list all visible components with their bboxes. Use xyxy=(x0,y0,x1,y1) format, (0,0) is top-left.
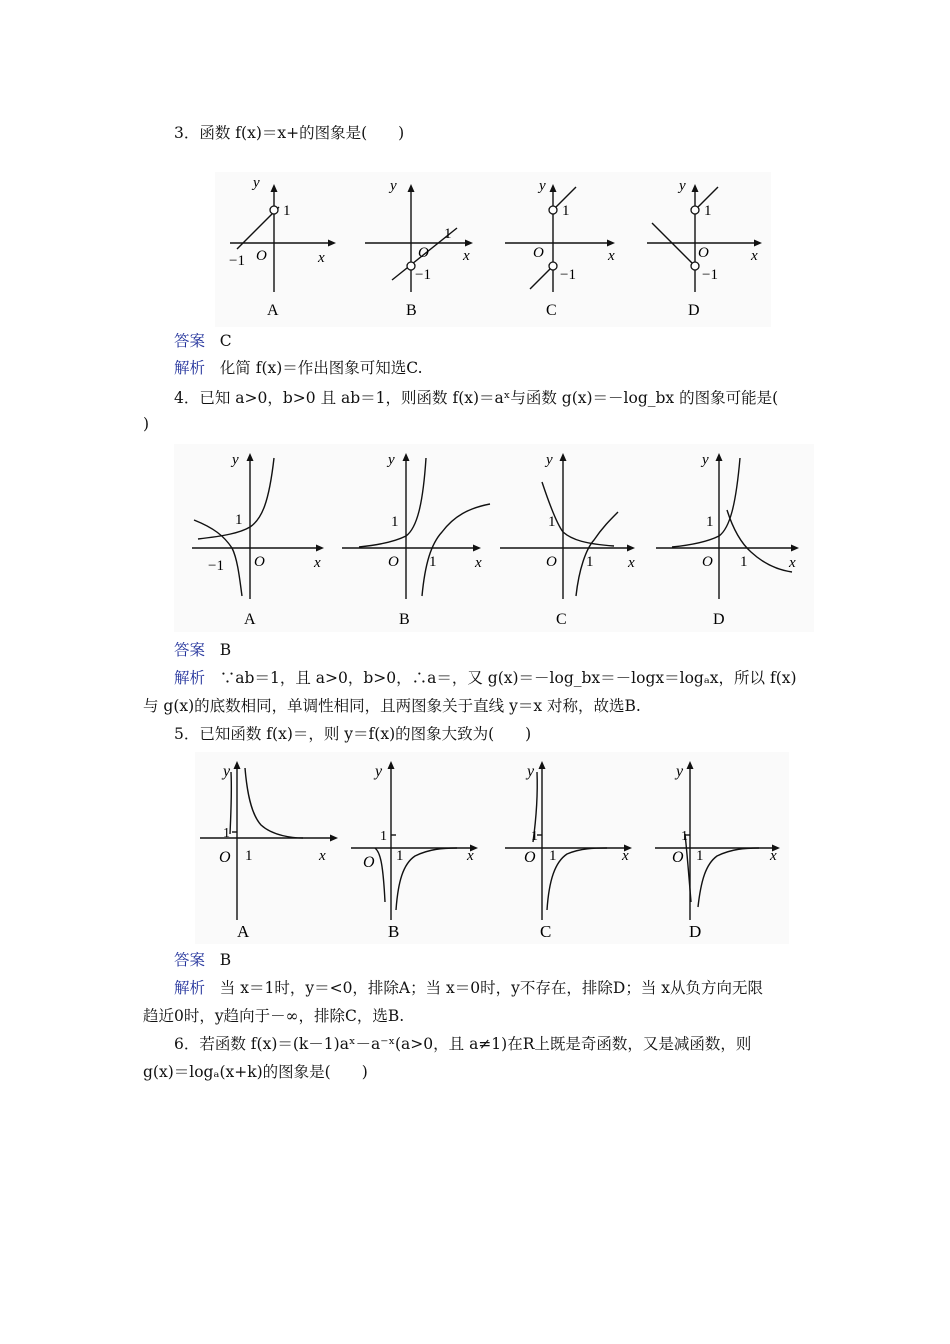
q5-graph-d xyxy=(655,761,780,941)
q3d-origin-label: O xyxy=(698,245,709,261)
q5c-one-y-label: 1 xyxy=(531,829,538,844)
q3-text: 3．函数 f(x)＝x+的图象是( ) xyxy=(174,124,405,142)
q4a-x-label: x xyxy=(314,555,321,571)
q5-analysis-label: 解析 xyxy=(174,979,206,997)
q5d-origin-label: O xyxy=(672,849,684,866)
q4-graph-a xyxy=(192,452,324,628)
q5d-y-label: y xyxy=(676,763,684,780)
q5c-y-label: y xyxy=(527,763,535,780)
q5-figure xyxy=(195,752,789,944)
q3c-one-label: 1 xyxy=(562,203,570,219)
q4-analysis-label: 解析 xyxy=(174,669,206,687)
q5b-origin-label: O xyxy=(363,854,375,871)
q5-graph-a xyxy=(200,761,338,941)
q4-analysis-line2: 与 g(x)的底数相同，单调性相同，且两图象关于直线 y＝x 对称，故选B. xyxy=(143,697,641,715)
q3c-origin-label: O xyxy=(533,245,544,261)
q5-option-d-label: D xyxy=(689,922,702,941)
q5c-x-label: x xyxy=(622,848,629,864)
q4c-one-label: 1 xyxy=(548,514,556,530)
q5-answer-line xyxy=(174,950,231,970)
q3-graph-a xyxy=(229,175,336,319)
q3-option-c-label: C xyxy=(546,302,557,319)
q5d-x-label: x xyxy=(770,848,777,864)
q4-graph-d xyxy=(656,452,799,628)
q3d-x-label: x xyxy=(751,248,758,264)
q3b-origin-label: O xyxy=(418,245,429,261)
q3d-negone-label: −1 xyxy=(702,267,718,283)
q4c-y-label: y xyxy=(546,452,553,468)
q3-analysis-text: 化简 f(x)＝作出图象可知选C. xyxy=(219,359,423,377)
q3b-y-label: y xyxy=(390,178,397,194)
q3a-one-label: 1 xyxy=(283,203,291,219)
q4-graph-c xyxy=(500,452,635,628)
q4-option-d-label: D xyxy=(713,611,725,628)
q3-analysis-line xyxy=(174,358,423,378)
q4-analysis-text1: ∵ab＝1，且 a>0，b>0，∴a＝，又 g(x)＝－log_bx＝－logx＝logₐx，所以 f(x) xyxy=(219,669,797,687)
q3-figure xyxy=(215,172,771,327)
q4d-one-label: 1 xyxy=(706,514,714,530)
q4c-x-label: x xyxy=(628,555,635,571)
q5-analysis-line2: 趋近0时，y趋向于－∞，排除C，选B. xyxy=(143,1007,405,1025)
q4-answer-label: 答案 xyxy=(174,641,206,659)
q5b-one-x-label: 1 xyxy=(396,848,404,864)
q3b-x-label: x xyxy=(463,248,470,264)
q4d-one-x-label: 1 xyxy=(740,554,748,570)
q5-option-b-label: B xyxy=(388,922,400,941)
q3a-y-label: y xyxy=(253,175,260,191)
q5a-origin-label: O xyxy=(219,849,231,866)
q5d-one-x-label: 1 xyxy=(696,848,704,864)
q3-graph-c xyxy=(505,178,615,319)
q4-option-c-label: C xyxy=(556,611,567,628)
q4-text-line2: ) xyxy=(143,415,150,433)
q5-answer-label: 答案 xyxy=(174,951,206,969)
q4d-origin-label: O xyxy=(702,554,713,570)
q5a-x-label: x xyxy=(319,848,326,864)
q4-graph-b xyxy=(342,452,490,628)
q5c-origin-label: O xyxy=(524,849,536,866)
q3a-negone-label: −1 xyxy=(229,253,245,269)
q5-option-a-label: A xyxy=(237,922,250,941)
q4a-y-label: y xyxy=(232,452,239,468)
q3c-x-label: x xyxy=(608,248,615,264)
q3-option-a-label: A xyxy=(267,302,279,319)
q4d-y-label: y xyxy=(702,452,709,468)
q5-graph-c xyxy=(505,761,632,941)
q5b-y-label: y xyxy=(375,763,383,780)
q6-text-line1: 6．若函数 f(x)＝(k－1)aˣ－a⁻ˣ(a>0，且 a≠1)在R上既是奇函数，又是减函数，则 xyxy=(174,1035,752,1053)
q3c-negone-label: −1 xyxy=(560,267,576,283)
q5-answer-value: B xyxy=(219,951,232,969)
q4-option-a-label: A xyxy=(244,611,256,628)
q3-graph-b xyxy=(365,178,473,319)
q4d-x-label: x xyxy=(789,555,796,571)
q3b-negone-label: −1 xyxy=(415,267,431,283)
q4-analysis-line1 xyxy=(174,668,797,688)
q3-answer-line xyxy=(174,331,232,351)
q5d-one-y-label: 1 xyxy=(681,829,688,844)
q5a-y-label: y xyxy=(223,763,231,780)
q5-analysis-line1 xyxy=(174,978,763,998)
q4a-negone-label: −1 xyxy=(208,558,224,574)
q5b-one-y-label: 1 xyxy=(380,829,387,844)
q4b-origin-label: O xyxy=(388,554,399,570)
q4c-one-x-label: 1 xyxy=(586,554,594,570)
q6-text-line2: g(x)＝logₐ(x+k)的图象是( ) xyxy=(143,1063,368,1081)
q4-answer-line xyxy=(174,640,231,660)
q3-option-d-label: D xyxy=(688,302,700,319)
q3-option-b-label: B xyxy=(406,302,417,319)
q3c-y-label: y xyxy=(539,178,546,194)
q3b-one-label: 1 xyxy=(444,226,452,242)
q4-text-line1: 4．已知 a>0，b>0 且 ab＝1，则函数 f(x)＝aˣ与函数 g(x)＝－log_bx 的图象可能是( xyxy=(174,389,779,407)
q4-option-b-label: B xyxy=(399,611,410,628)
q3d-y-label: y xyxy=(679,178,686,194)
q3d-one-label: 1 xyxy=(704,203,712,219)
q4b-x-label: x xyxy=(475,555,482,571)
q5-option-c-label: C xyxy=(540,922,552,941)
q3-answer-label: 答案 xyxy=(174,332,206,350)
q5b-x-label: x xyxy=(467,848,474,864)
q5-graph-b xyxy=(351,761,478,941)
q4a-origin-label: O xyxy=(254,554,265,570)
q3-answer-value: C xyxy=(219,332,232,350)
q4a-one-label: 1 xyxy=(235,512,243,528)
q3a-x-label: x xyxy=(318,250,325,266)
q5-analysis-text1: 当 x＝1时，y＝<0，排除A；当 x＝0时，y不存在，排除D；当 x从负方向无限 xyxy=(219,979,764,997)
q3-graph-d xyxy=(647,178,762,319)
q4b-one-label: 1 xyxy=(391,514,399,530)
q4-answer-value: B xyxy=(219,641,232,659)
q3-analysis-label: 解析 xyxy=(174,359,206,377)
q5a-one-y-label: 1 xyxy=(223,826,230,841)
q4c-origin-label: O xyxy=(546,554,557,570)
q4-figure xyxy=(174,444,814,632)
q4b-one-x-label: 1 xyxy=(429,554,437,570)
q4b-y-label: y xyxy=(388,452,395,468)
q3a-origin-label: O xyxy=(256,248,267,264)
q5a-one-x-label: 1 xyxy=(245,848,253,864)
q5-text: 5．已知函数 f(x)＝，则 y＝f(x)的图象大致为( ) xyxy=(174,725,532,743)
q5c-one-x-label: 1 xyxy=(549,848,557,864)
